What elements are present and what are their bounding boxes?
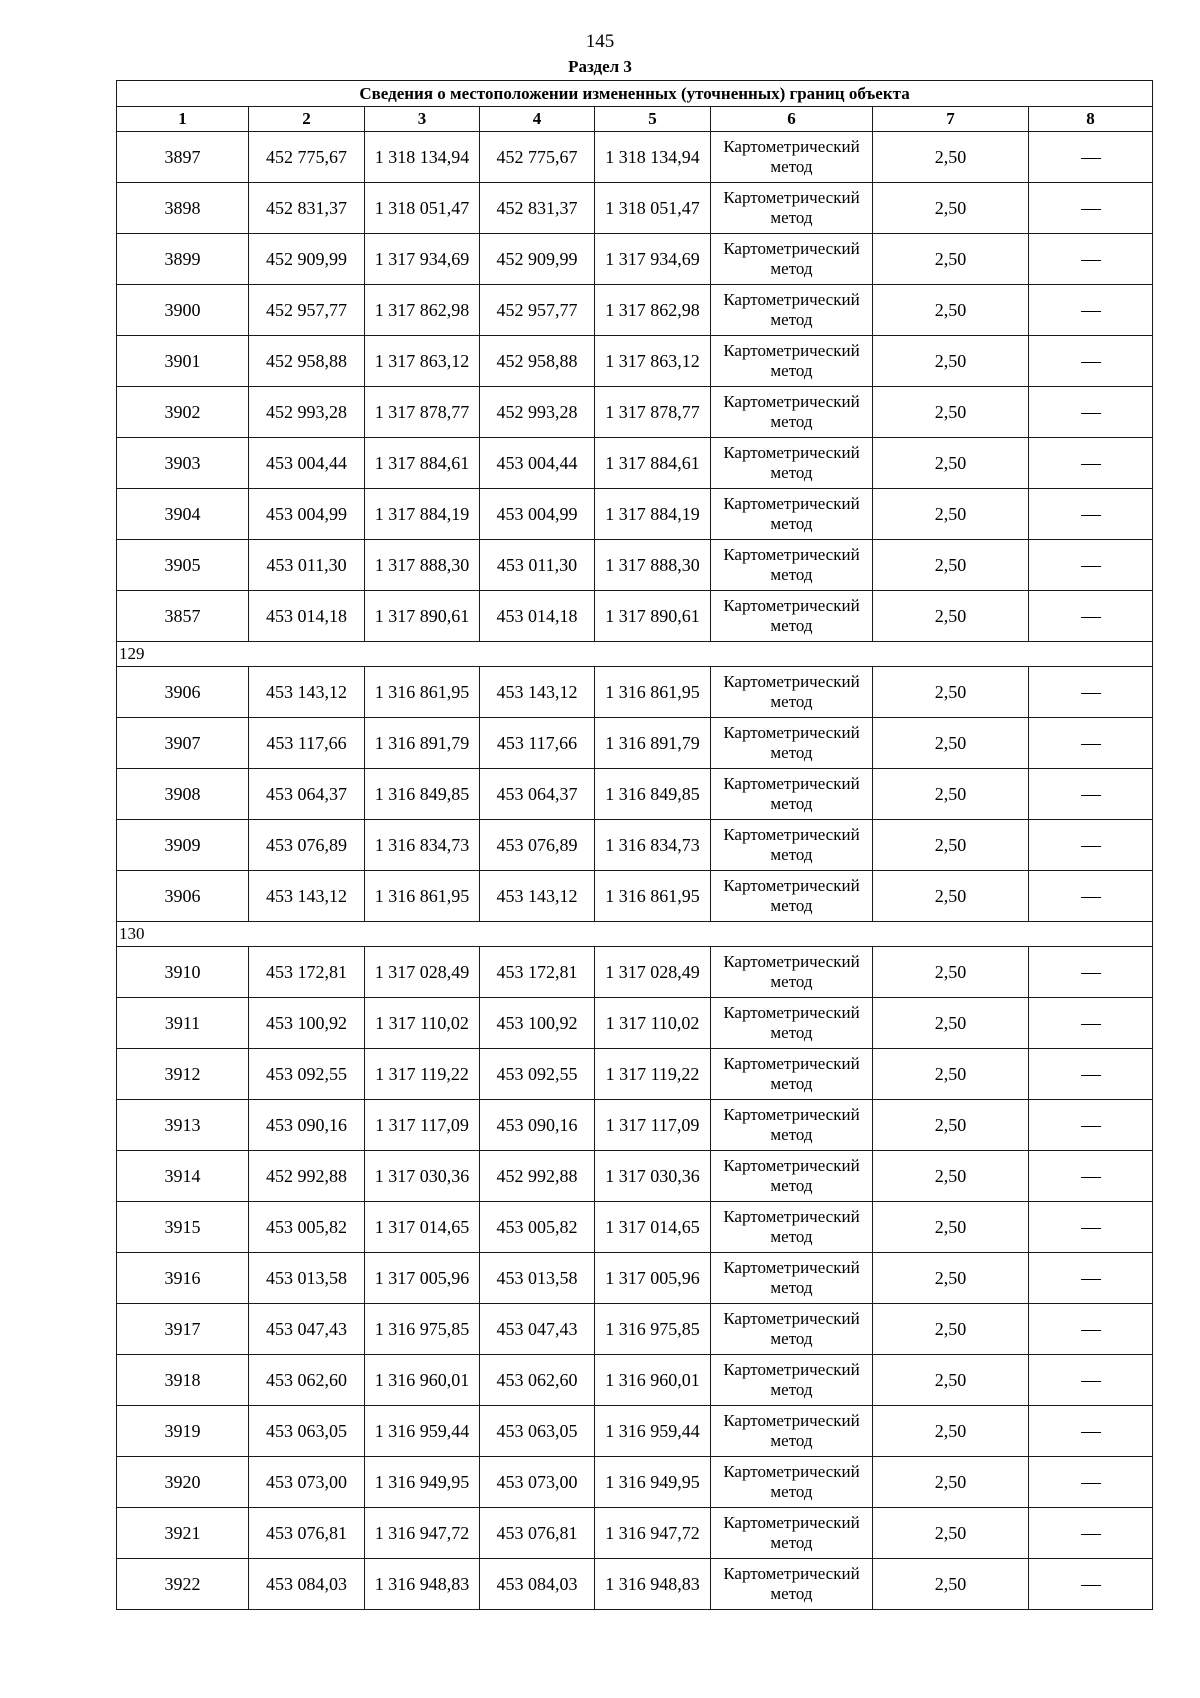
accuracy-cell: 2,50 <box>873 1355 1029 1406</box>
y-coordinate-cell: 1 316 861,95 <box>365 871 480 922</box>
y-coordinate-cell: 1 317 028,49 <box>365 947 480 998</box>
note-cell <box>1029 1508 1153 1559</box>
method-cell: Картометрический метод <box>711 336 873 387</box>
x-coordinate-cell: 453 073,00 <box>249 1457 365 1508</box>
x-coordinate-cell: 453 100,92 <box>249 998 365 1049</box>
method-cell: Картометрический метод <box>711 718 873 769</box>
table-row <box>117 540 1153 591</box>
y-coordinate-new-cell: 1 317 005,96 <box>595 1253 711 1304</box>
y-coordinate-cell: 1 316 949,95 <box>365 1457 480 1508</box>
point-number-cell: 3918 <box>117 1355 249 1406</box>
dash-mark <box>1081 744 1101 745</box>
method-cell: Картометрический метод <box>711 1355 873 1406</box>
dash-mark <box>1081 846 1101 847</box>
note-cell <box>1029 336 1153 387</box>
x-coordinate-cell: 452 957,77 <box>249 285 365 336</box>
point-number-cell: 3916 <box>117 1253 249 1304</box>
column-number: 1 <box>117 107 249 132</box>
y-coordinate-new-cell: 1 318 051,47 <box>595 183 711 234</box>
point-number-cell: 3901 <box>117 336 249 387</box>
y-coordinate-new-cell: 1 317 030,36 <box>595 1151 711 1202</box>
dash-mark <box>1081 617 1101 618</box>
method-cell: Картометрический метод <box>711 947 873 998</box>
accuracy-cell: 2,50 <box>873 387 1029 438</box>
method-cell: Картометрический метод <box>711 1559 873 1610</box>
y-coordinate-new-cell: 1 316 861,95 <box>595 667 711 718</box>
x-coordinate-cell: 453 047,43 <box>249 1304 365 1355</box>
method-cell: Картометрический метод <box>711 1508 873 1559</box>
note-cell <box>1029 667 1153 718</box>
y-coordinate-cell: 1 317 862,98 <box>365 285 480 336</box>
point-number-cell: 3920 <box>117 1457 249 1508</box>
accuracy-cell: 2,50 <box>873 1100 1029 1151</box>
accuracy-cell: 2,50 <box>873 1151 1029 1202</box>
x-coordinate-new-cell: 453 143,12 <box>480 667 595 718</box>
column-number: 5 <box>595 107 711 132</box>
table-row <box>117 336 1153 387</box>
method-cell: Картометрический метод <box>711 591 873 642</box>
table-row <box>117 718 1153 769</box>
dash-mark <box>1081 1483 1101 1484</box>
table-row <box>117 820 1153 871</box>
table-body <box>117 132 1153 1610</box>
note-cell <box>1029 387 1153 438</box>
point-number-cell: 3912 <box>117 1049 249 1100</box>
y-coordinate-cell: 1 317 878,77 <box>365 387 480 438</box>
note-cell <box>1029 1559 1153 1610</box>
x-coordinate-new-cell: 453 076,81 <box>480 1508 595 1559</box>
x-coordinate-new-cell: 453 062,60 <box>480 1355 595 1406</box>
y-coordinate-cell: 1 317 030,36 <box>365 1151 480 1202</box>
point-number-cell: 3922 <box>117 1559 249 1610</box>
x-coordinate-new-cell: 453 090,16 <box>480 1100 595 1151</box>
method-cell: Картометрический метод <box>711 871 873 922</box>
table-row <box>117 1202 1153 1253</box>
point-number-cell: 3906 <box>117 667 249 718</box>
table-row <box>117 285 1153 336</box>
note-cell <box>1029 998 1153 1049</box>
dash-mark <box>1081 795 1101 796</box>
dash-mark <box>1081 1381 1101 1382</box>
note-cell <box>1029 285 1153 336</box>
point-number-cell: 3857 <box>117 591 249 642</box>
note-cell <box>1029 871 1153 922</box>
y-coordinate-new-cell: 1 317 878,77 <box>595 387 711 438</box>
x-coordinate-cell: 453 064,37 <box>249 769 365 820</box>
table-row <box>117 132 1153 183</box>
y-coordinate-cell: 1 317 890,61 <box>365 591 480 642</box>
y-coordinate-new-cell: 1 316 834,73 <box>595 820 711 871</box>
y-coordinate-new-cell: 1 316 960,01 <box>595 1355 711 1406</box>
table-row <box>117 667 1153 718</box>
section-title: Раздел 3 <box>568 57 632 76</box>
accuracy-cell: 2,50 <box>873 871 1029 922</box>
x-coordinate-cell: 453 011,30 <box>249 540 365 591</box>
accuracy-cell: 2,50 <box>873 1304 1029 1355</box>
method-cell: Картометрический метод <box>711 1151 873 1202</box>
table-row <box>117 489 1153 540</box>
dash-mark <box>1081 209 1101 210</box>
point-number-cell: 3898 <box>117 183 249 234</box>
accuracy-cell: 2,50 <box>873 438 1029 489</box>
accuracy-cell: 2,50 <box>873 285 1029 336</box>
y-coordinate-new-cell: 1 317 862,98 <box>595 285 711 336</box>
x-coordinate-cell: 453 062,60 <box>249 1355 365 1406</box>
table-row <box>117 1049 1153 1100</box>
group-label: 130 <box>117 922 1153 947</box>
y-coordinate-new-cell: 1 317 110,02 <box>595 998 711 1049</box>
x-coordinate-new-cell: 453 014,18 <box>480 591 595 642</box>
x-coordinate-cell: 453 013,58 <box>249 1253 365 1304</box>
note-cell <box>1029 1049 1153 1100</box>
table-row <box>117 1508 1153 1559</box>
y-coordinate-new-cell: 1 317 117,09 <box>595 1100 711 1151</box>
y-coordinate-cell: 1 317 884,19 <box>365 489 480 540</box>
coordinates-table <box>116 80 1153 1610</box>
y-coordinate-new-cell: 1 316 975,85 <box>595 1304 711 1355</box>
x-coordinate-cell: 453 090,16 <box>249 1100 365 1151</box>
point-number-cell: 3917 <box>117 1304 249 1355</box>
x-coordinate-new-cell: 453 073,00 <box>480 1457 595 1508</box>
point-number-cell: 3910 <box>117 947 249 998</box>
method-cell: Картометрический метод <box>711 489 873 540</box>
y-coordinate-cell: 1 316 960,01 <box>365 1355 480 1406</box>
point-number-cell: 3913 <box>117 1100 249 1151</box>
dash-mark <box>1081 1024 1101 1025</box>
y-coordinate-new-cell: 1 317 863,12 <box>595 336 711 387</box>
dash-mark <box>1081 897 1101 898</box>
x-coordinate-new-cell: 453 047,43 <box>480 1304 595 1355</box>
y-coordinate-cell: 1 317 117,09 <box>365 1100 480 1151</box>
x-coordinate-new-cell: 452 957,77 <box>480 285 595 336</box>
table-row <box>117 1457 1153 1508</box>
dash-mark <box>1081 1330 1101 1331</box>
x-coordinate-new-cell: 452 831,37 <box>480 183 595 234</box>
x-coordinate-new-cell: 453 013,58 <box>480 1253 595 1304</box>
accuracy-cell: 2,50 <box>873 591 1029 642</box>
x-coordinate-cell: 453 005,82 <box>249 1202 365 1253</box>
y-coordinate-cell: 1 316 849,85 <box>365 769 480 820</box>
x-coordinate-new-cell: 452 992,88 <box>480 1151 595 1202</box>
page-number: 145 <box>585 31 615 52</box>
y-coordinate-cell: 1 317 884,61 <box>365 438 480 489</box>
point-number-cell: 3900 <box>117 285 249 336</box>
y-coordinate-cell: 1 317 119,22 <box>365 1049 480 1100</box>
note-cell <box>1029 769 1153 820</box>
y-coordinate-new-cell: 1 317 890,61 <box>595 591 711 642</box>
table-row <box>117 1151 1153 1202</box>
y-coordinate-cell: 1 316 861,95 <box>365 667 480 718</box>
column-number: 4 <box>480 107 595 132</box>
x-coordinate-cell: 453 092,55 <box>249 1049 365 1100</box>
method-cell: Картометрический метод <box>711 438 873 489</box>
note-cell <box>1029 183 1153 234</box>
y-coordinate-new-cell: 1 316 948,83 <box>595 1559 711 1610</box>
accuracy-cell: 2,50 <box>873 667 1029 718</box>
group-label: 129 <box>117 642 1153 667</box>
point-number-cell: 3907 <box>117 718 249 769</box>
x-coordinate-cell: 453 076,89 <box>249 820 365 871</box>
y-coordinate-cell: 1 316 834,73 <box>365 820 480 871</box>
x-coordinate-new-cell: 453 172,81 <box>480 947 595 998</box>
group-row <box>117 642 1153 667</box>
y-coordinate-cell: 1 317 014,65 <box>365 1202 480 1253</box>
x-coordinate-cell: 452 831,37 <box>249 183 365 234</box>
point-number-cell: 3904 <box>117 489 249 540</box>
dash-mark <box>1081 1279 1101 1280</box>
note-cell <box>1029 718 1153 769</box>
x-coordinate-cell: 453 084,03 <box>249 1559 365 1610</box>
y-coordinate-cell: 1 316 948,83 <box>365 1559 480 1610</box>
x-coordinate-new-cell: 453 143,12 <box>480 871 595 922</box>
method-cell: Картометрический метод <box>711 1457 873 1508</box>
note-cell <box>1029 947 1153 998</box>
accuracy-cell: 2,50 <box>873 132 1029 183</box>
method-cell: Картометрический метод <box>711 540 873 591</box>
y-coordinate-cell: 1 316 975,85 <box>365 1304 480 1355</box>
group-row <box>117 922 1153 947</box>
point-number-cell: 3903 <box>117 438 249 489</box>
method-cell: Картометрический метод <box>711 183 873 234</box>
column-number: 3 <box>365 107 480 132</box>
dash-mark <box>1081 515 1101 516</box>
accuracy-cell: 2,50 <box>873 1508 1029 1559</box>
table-row <box>117 871 1153 922</box>
dash-mark <box>1081 464 1101 465</box>
x-coordinate-cell: 452 775,67 <box>249 132 365 183</box>
x-coordinate-cell: 452 993,28 <box>249 387 365 438</box>
accuracy-cell: 2,50 <box>873 947 1029 998</box>
note-cell <box>1029 438 1153 489</box>
x-coordinate-cell: 452 992,88 <box>249 1151 365 1202</box>
point-number-cell: 3906 <box>117 871 249 922</box>
x-coordinate-new-cell: 452 775,67 <box>480 132 595 183</box>
table-row <box>117 769 1153 820</box>
method-cell: Картометрический метод <box>711 1100 873 1151</box>
y-coordinate-cell: 1 317 888,30 <box>365 540 480 591</box>
y-coordinate-cell: 1 317 934,69 <box>365 234 480 285</box>
dash-mark <box>1081 1177 1101 1178</box>
x-coordinate-new-cell: 453 092,55 <box>480 1049 595 1100</box>
point-number-cell: 3897 <box>117 132 249 183</box>
y-coordinate-cell: 1 317 110,02 <box>365 998 480 1049</box>
y-coordinate-new-cell: 1 316 861,95 <box>595 871 711 922</box>
point-number-cell: 3909 <box>117 820 249 871</box>
point-number-cell: 3921 <box>117 1508 249 1559</box>
accuracy-cell: 2,50 <box>873 336 1029 387</box>
accuracy-cell: 2,50 <box>873 820 1029 871</box>
x-coordinate-cell: 453 172,81 <box>249 947 365 998</box>
x-coordinate-new-cell: 453 117,66 <box>480 718 595 769</box>
point-number-cell: 3914 <box>117 1151 249 1202</box>
note-cell <box>1029 820 1153 871</box>
point-number-cell: 3902 <box>117 387 249 438</box>
accuracy-cell: 2,50 <box>873 489 1029 540</box>
accuracy-cell: 2,50 <box>873 1559 1029 1610</box>
note-cell <box>1029 1457 1153 1508</box>
dash-mark <box>1081 1534 1101 1535</box>
x-coordinate-cell: 453 004,44 <box>249 438 365 489</box>
y-coordinate-cell: 1 316 959,44 <box>365 1406 480 1457</box>
method-cell: Картометрический метод <box>711 1406 873 1457</box>
dash-mark <box>1081 1585 1101 1586</box>
table-caption: Сведения о местоположении измененных (уточненных) границ объекта <box>117 81 1153 107</box>
note-cell <box>1029 1304 1153 1355</box>
x-coordinate-new-cell: 453 063,05 <box>480 1406 595 1457</box>
table-row <box>117 1355 1153 1406</box>
column-number-row <box>117 107 1153 132</box>
note-cell <box>1029 1100 1153 1151</box>
x-coordinate-cell: 453 076,81 <box>249 1508 365 1559</box>
y-coordinate-cell: 1 317 863,12 <box>365 336 480 387</box>
table-row <box>117 183 1153 234</box>
y-coordinate-new-cell: 1 317 884,19 <box>595 489 711 540</box>
note-cell <box>1029 1151 1153 1202</box>
note-cell <box>1029 1355 1153 1406</box>
y-coordinate-new-cell: 1 318 134,94 <box>595 132 711 183</box>
point-number-cell: 3905 <box>117 540 249 591</box>
x-coordinate-new-cell: 453 011,30 <box>480 540 595 591</box>
accuracy-cell: 2,50 <box>873 1253 1029 1304</box>
x-coordinate-cell: 453 063,05 <box>249 1406 365 1457</box>
y-coordinate-new-cell: 1 317 888,30 <box>595 540 711 591</box>
x-coordinate-cell: 453 014,18 <box>249 591 365 642</box>
method-cell: Картометрический метод <box>711 1253 873 1304</box>
note-cell <box>1029 1202 1153 1253</box>
accuracy-cell: 2,50 <box>873 718 1029 769</box>
y-coordinate-new-cell: 1 316 959,44 <box>595 1406 711 1457</box>
accuracy-cell: 2,50 <box>873 1049 1029 1100</box>
x-coordinate-cell: 452 909,99 <box>249 234 365 285</box>
y-coordinate-cell: 1 317 005,96 <box>365 1253 480 1304</box>
x-coordinate-new-cell: 453 084,03 <box>480 1559 595 1610</box>
dash-mark <box>1081 693 1101 694</box>
x-coordinate-new-cell: 452 993,28 <box>480 387 595 438</box>
x-coordinate-cell: 453 004,99 <box>249 489 365 540</box>
method-cell: Картометрический метод <box>711 820 873 871</box>
accuracy-cell: 2,50 <box>873 183 1029 234</box>
x-coordinate-new-cell: 452 909,99 <box>480 234 595 285</box>
point-number-cell: 3899 <box>117 234 249 285</box>
method-cell: Картометрический метод <box>711 1304 873 1355</box>
column-number: 6 <box>711 107 873 132</box>
method-cell: Картометрический метод <box>711 1202 873 1253</box>
dash-mark <box>1081 973 1101 974</box>
accuracy-cell: 2,50 <box>873 1202 1029 1253</box>
point-number-cell: 3911 <box>117 998 249 1049</box>
x-coordinate-cell: 453 117,66 <box>249 718 365 769</box>
y-coordinate-new-cell: 1 316 849,85 <box>595 769 711 820</box>
method-cell: Картометрический метод <box>711 667 873 718</box>
table-row <box>117 591 1153 642</box>
y-coordinate-new-cell: 1 317 119,22 <box>595 1049 711 1100</box>
table-row <box>117 1559 1153 1610</box>
table-row <box>117 1100 1153 1151</box>
table-row <box>117 1253 1153 1304</box>
x-coordinate-new-cell: 453 076,89 <box>480 820 595 871</box>
dash-mark <box>1081 362 1101 363</box>
x-coordinate-new-cell: 453 064,37 <box>480 769 595 820</box>
point-number-cell: 3908 <box>117 769 249 820</box>
dash-mark <box>1081 1228 1101 1229</box>
y-coordinate-cell: 1 318 134,94 <box>365 132 480 183</box>
accuracy-cell: 2,50 <box>873 234 1029 285</box>
method-cell: Картометрический метод <box>711 387 873 438</box>
note-cell <box>1029 489 1153 540</box>
method-cell: Картометрический метод <box>711 769 873 820</box>
x-coordinate-new-cell: 453 004,99 <box>480 489 595 540</box>
dash-mark <box>1081 413 1101 414</box>
y-coordinate-new-cell: 1 317 014,65 <box>595 1202 711 1253</box>
x-coordinate-new-cell: 453 100,92 <box>480 998 595 1049</box>
accuracy-cell: 2,50 <box>873 1406 1029 1457</box>
method-cell: Картометрический метод <box>711 132 873 183</box>
note-cell <box>1029 540 1153 591</box>
x-coordinate-new-cell: 453 004,44 <box>480 438 595 489</box>
note-cell <box>1029 591 1153 642</box>
dash-mark <box>1081 311 1101 312</box>
note-cell <box>1029 132 1153 183</box>
accuracy-cell: 2,50 <box>873 1457 1029 1508</box>
table-row <box>117 387 1153 438</box>
accuracy-cell: 2,50 <box>873 540 1029 591</box>
y-coordinate-cell: 1 316 891,79 <box>365 718 480 769</box>
table-row <box>117 234 1153 285</box>
method-cell: Картометрический метод <box>711 1049 873 1100</box>
y-coordinate-new-cell: 1 317 028,49 <box>595 947 711 998</box>
y-coordinate-new-cell: 1 316 947,72 <box>595 1508 711 1559</box>
table-row <box>117 438 1153 489</box>
x-coordinate-new-cell: 452 958,88 <box>480 336 595 387</box>
x-coordinate-cell: 453 143,12 <box>249 667 365 718</box>
dash-mark <box>1081 158 1101 159</box>
x-coordinate-new-cell: 453 005,82 <box>480 1202 595 1253</box>
dash-mark <box>1081 1432 1101 1433</box>
table-row <box>117 1406 1153 1457</box>
note-cell <box>1029 234 1153 285</box>
column-number: 7 <box>873 107 1029 132</box>
table-row <box>117 947 1153 998</box>
table-caption-row <box>117 81 1153 107</box>
point-number-cell: 3915 <box>117 1202 249 1253</box>
y-coordinate-cell: 1 318 051,47 <box>365 183 480 234</box>
method-cell: Картометрический метод <box>711 285 873 336</box>
note-cell <box>1029 1406 1153 1457</box>
y-coordinate-new-cell: 1 317 934,69 <box>595 234 711 285</box>
column-number: 8 <box>1029 107 1153 132</box>
column-number: 2 <box>249 107 365 132</box>
method-cell: Картометрический метод <box>711 234 873 285</box>
y-coordinate-new-cell: 1 317 884,61 <box>595 438 711 489</box>
note-cell <box>1029 1253 1153 1304</box>
method-cell: Картометрический метод <box>711 998 873 1049</box>
dash-mark <box>1081 260 1101 261</box>
y-coordinate-cell: 1 316 947,72 <box>365 1508 480 1559</box>
x-coordinate-cell: 452 958,88 <box>249 336 365 387</box>
accuracy-cell: 2,50 <box>873 769 1029 820</box>
y-coordinate-new-cell: 1 316 891,79 <box>595 718 711 769</box>
point-number-cell: 3919 <box>117 1406 249 1457</box>
accuracy-cell: 2,50 <box>873 998 1029 1049</box>
x-coordinate-cell: 453 143,12 <box>249 871 365 922</box>
table-row <box>117 998 1153 1049</box>
dash-mark <box>1081 1126 1101 1127</box>
dash-mark <box>1081 1075 1101 1076</box>
dash-mark <box>1081 566 1101 567</box>
y-coordinate-new-cell: 1 316 949,95 <box>595 1457 711 1508</box>
table-row <box>117 1304 1153 1355</box>
